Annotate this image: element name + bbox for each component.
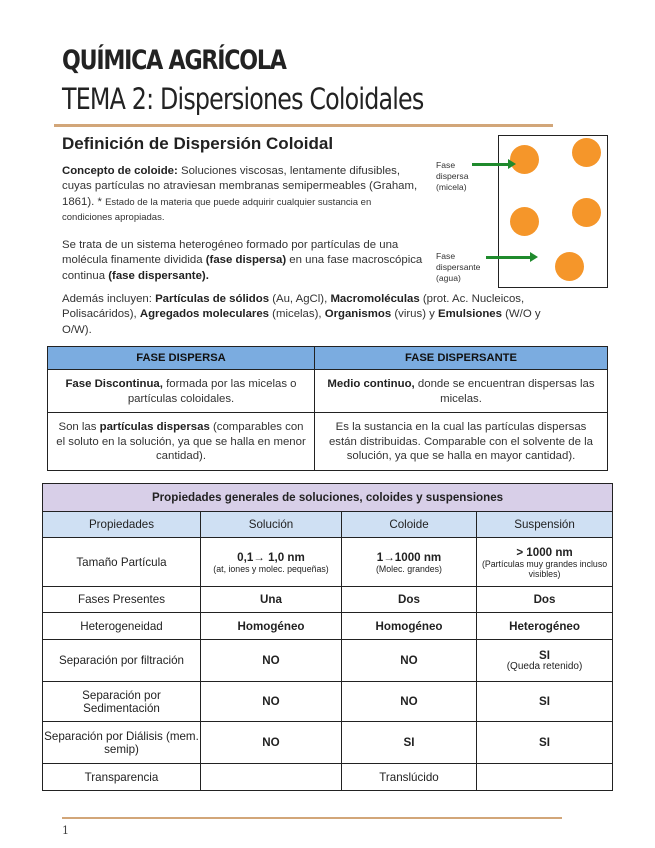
table-row: [43, 764, 613, 791]
solution-value: Homogéneo: [201, 613, 342, 640]
table-cell: Es la sustancia en la cual las partículas dispersas están distribuidas. Comparable con el solvente de la solución, ya que se halla en mayor cantidad).: [315, 413, 608, 471]
dispersing-phase-label: [436, 251, 480, 284]
micelle-particle: [510, 207, 539, 236]
solution-value: NO: [201, 722, 342, 764]
solution-value: NO: [201, 682, 342, 722]
column-header-solution: Solución: [201, 512, 342, 538]
suspension-value: [477, 538, 613, 587]
para3-bold-solids: Partículas de sólidos: [155, 293, 270, 305]
suspension-value: [477, 764, 613, 791]
solution-value: [201, 764, 342, 791]
value-note: (at, iones y molec. pequeñas): [213, 563, 329, 574]
value-note: (Partículas muy grandes incluso visibles): [481, 558, 608, 579]
para3-bold-aggregates: Agregados moleculares: [139, 308, 270, 321]
value-note: (Queda retenido): [506, 661, 583, 672]
table-cell: [48, 413, 315, 471]
footer-divider: [62, 817, 562, 819]
suspension-value: Dos: [477, 587, 613, 613]
table-row: [48, 413, 608, 471]
dispersing-phase-label-line: (agua): [436, 273, 461, 283]
para3-text-6: (W/O y O/W).: [62, 308, 541, 336]
cell-bold-text: Medio continuo,: [327, 378, 415, 390]
colloid-value: NO: [342, 682, 477, 722]
cell-bold-text: Fase Discontinua,: [65, 378, 163, 390]
table-row: [43, 587, 613, 613]
table-row: [43, 640, 613, 682]
value-main: 1→1000 nm: [376, 550, 442, 564]
solution-value: [201, 538, 342, 587]
para3-text-5: (virus) y: [391, 308, 439, 321]
colloid-concept-paragraph: [62, 164, 422, 225]
para3-text-3: (prot. Ac. Nucleicos, Polisacáridos),: [62, 293, 525, 321]
suspension-value: SI: [477, 722, 613, 764]
section-heading: Definición de Dispersión Coloidal: [62, 134, 334, 153]
table-cell: [315, 370, 608, 413]
dispersing-phase-header: FASE DISPERSANTE: [315, 347, 608, 370]
value-main: 0,1→ 1,0 nm: [237, 550, 305, 564]
page-number: 1: [62, 824, 69, 837]
arrow-right-icon: [472, 163, 510, 166]
para2-text-2: en una fase macroscópica continua: [62, 254, 423, 282]
dispersed-phase-label: [436, 160, 468, 193]
para3-text-1: Además incluyen:: [62, 293, 156, 305]
micelle-particle: [572, 198, 601, 227]
dispersed-phase-label-line: Fase: [436, 160, 456, 170]
para3-text-4: (micelas),: [269, 308, 325, 321]
document-subtitle: TEMA 2: Dispersiones Coloidales: [62, 82, 424, 116]
property-name: Heterogeneidad: [43, 613, 201, 640]
para2-bold-dispersed-phase: (fase dispersa): [205, 254, 287, 267]
dispersed-phase-label-line: dispersa: [436, 171, 469, 181]
column-header-colloid: Coloide: [342, 512, 477, 538]
properties-table: [42, 483, 613, 791]
micelle-particle: [555, 252, 584, 281]
cell-text: formada por las micelas o partículas coloidales.: [127, 378, 297, 405]
para3-bold-emulsions: Emulsiones: [438, 308, 502, 321]
value-main: > 1000 nm: [516, 545, 573, 559]
property-name: Fases Presentes: [43, 587, 201, 613]
cell-text: (comparables con el soluto en la solución, ya que se halla en menor cantidad).: [56, 421, 306, 462]
solution-value: Una: [201, 587, 342, 613]
dispersing-phase-label-line: dispersante: [436, 262, 481, 272]
para3-bold-macromolecules: Macromoléculas: [330, 293, 420, 305]
value-note: (Molec. grandes): [375, 563, 442, 574]
colloid-value: SI: [342, 722, 477, 764]
table-row: [48, 370, 608, 413]
arrow-right-icon: [486, 256, 532, 259]
phases-table: [47, 346, 608, 471]
colloid-value: [342, 538, 477, 587]
micelle-particle: [572, 138, 601, 167]
colloid-value: Homogéneo: [342, 613, 477, 640]
heterogeneous-system-paragraph: [62, 238, 432, 284]
colloid-concept-label: Concepto de coloide:: [62, 165, 178, 177]
para2-bold-dispersing-phase: (fase dispersante).: [108, 269, 209, 282]
colloid-value: Translúcido: [342, 764, 477, 791]
suspension-value: SI: [477, 682, 613, 722]
dispersed-phase-label-line: (micela): [436, 182, 467, 192]
property-name: Separación por Sedimentación: [43, 682, 201, 722]
value-main: SI: [539, 649, 550, 662]
property-name: Tamaño Partícula: [43, 538, 201, 587]
property-name: Transparencia: [43, 764, 201, 791]
table-cell: [48, 370, 315, 413]
includes-paragraph: [62, 292, 562, 338]
table-row: [43, 722, 613, 764]
cell-text: Son las: [58, 421, 100, 433]
colloid-value: Dos: [342, 587, 477, 613]
table-row: [43, 613, 613, 640]
column-header-properties: Propiedades: [43, 512, 201, 538]
dispersed-phase-header: FASE DISPERSA: [48, 347, 315, 370]
document-title: QUÍMICA AGRÍCOLA: [62, 45, 286, 76]
colloid-concept-note: Estado de la materia que puede adquirir cualquier sustancia en condiciones apropiadas.: [62, 196, 372, 223]
colloid-concept-text: Soluciones viscosas, lentamente difusibles, cuyas partículas no atraviesan membranas semipermeables (Graham, 1861). *: [62, 165, 418, 208]
column-header-suspension: Suspensión: [477, 512, 613, 538]
table-row: [43, 682, 613, 722]
para3-bold-organisms: Organismos: [324, 308, 392, 321]
property-name: Separación por filtración: [43, 640, 201, 682]
dispersing-phase-label-line: Fase: [436, 251, 456, 261]
table-row: [43, 538, 613, 587]
property-name: Separación por Diálisis (mem. semip): [43, 722, 201, 764]
para3-text-2: (Au, AgCl),: [269, 293, 331, 305]
solution-value: NO: [201, 640, 342, 682]
para2-text-1: Se trata de un sistema heterogéneo formado por partículas de una molécula finamente dividida: [62, 239, 399, 267]
header-divider: [54, 124, 553, 127]
properties-table-caption: Propiedades generales de soluciones, coloides y suspensiones: [43, 484, 613, 512]
cell-text: donde se encuentran dispersas las micelas.: [414, 378, 595, 405]
cell-bold-text: partículas dispersas: [99, 421, 210, 433]
suspension-value: [477, 640, 613, 682]
suspension-value: Heterogéneo: [477, 613, 613, 640]
colloid-value: NO: [342, 640, 477, 682]
